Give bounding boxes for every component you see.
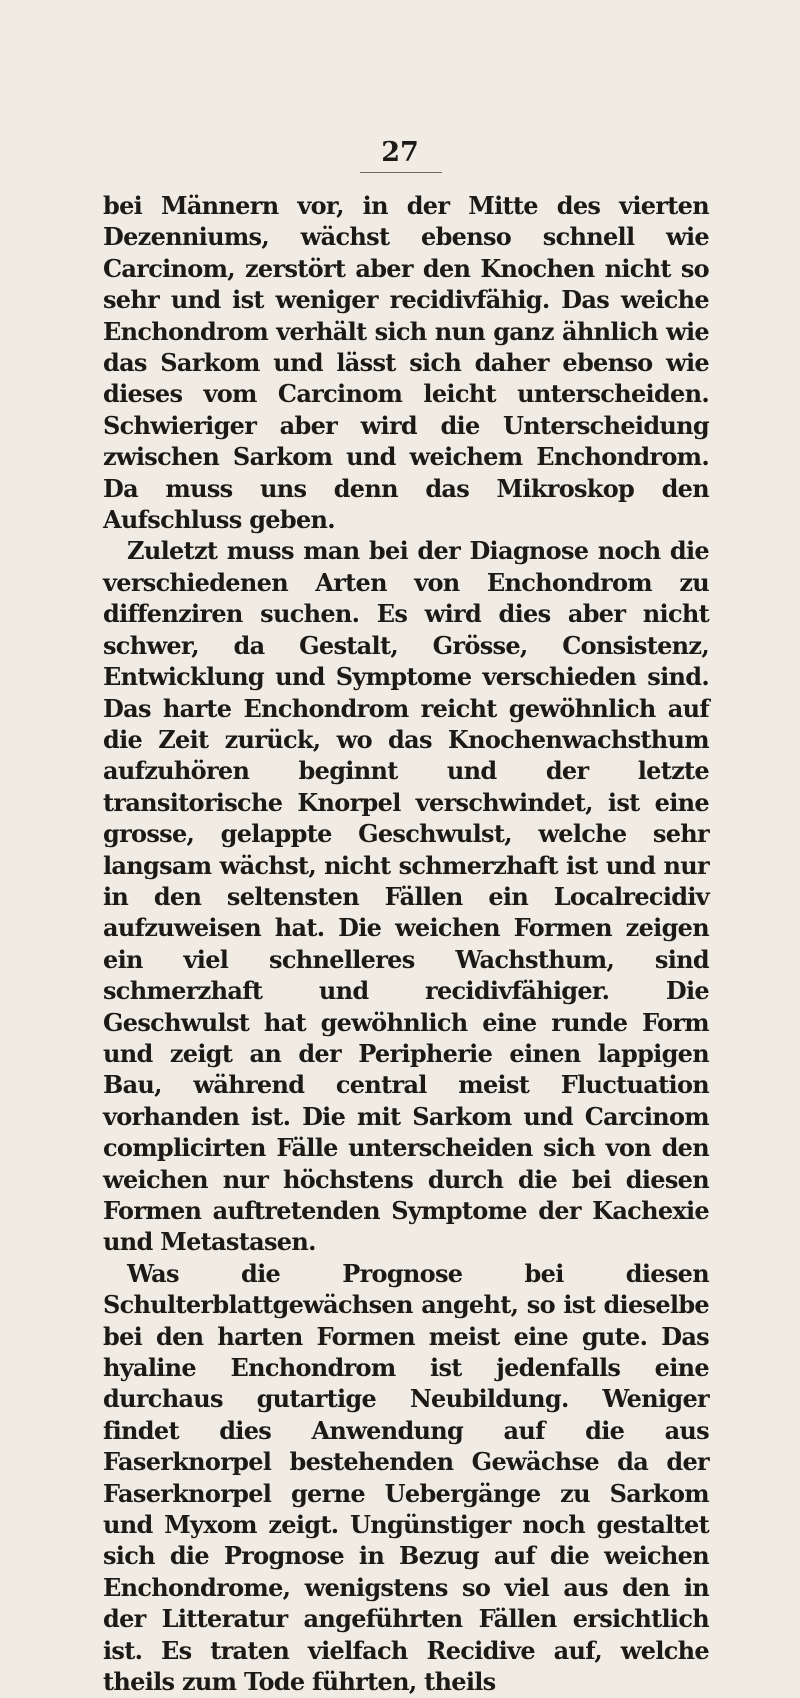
- paragraph-3: Was die Prognose bei diesen Schulterblattgewächsen angeht, so ist dieselbe bei den harten Formen meist eine gute. Das hyaline Enchondrom ist jedenfalls eine durchaus gutartige Neubildung. Weniger findet dies Anwendung auf die aus Faserknorpel bestehenden Gewächse da der Faserknorpel gerne Uebergänge zu Sarkom und Myxom zeigt. Ungünstiger noch gestaltet sich die Prognose in Bezug auf die weichen Enchondrome, wenigstens so viel aus den in der Litteratur angeführten Fällen ersichtlich ist. Es traten vielfach Recidive auf, welche theils zum Tode führten, theils: [103, 1258, 709, 1697]
- paragraph-1: bei Männern vor, in der Mitte des vierten Dezenniums, wächst ebenso schnell wie Carcinom, zerstört aber den Knochen nicht so sehr und ist weniger recidivfähig. Das weiche Enchondrom verhält sich nun ganz ähnlich wie das Sarkom und lässt sich daher ebenso wie dieses vom Carcinom leicht unterscheiden. Schwieriger aber wird die Unterscheidung zwischen Sarkom und weichem Enchondrom. Da muss uns denn das Mikroskop den Aufschluss geben.: [103, 191, 709, 535]
- body-text: [103, 190, 709, 1698]
- page-number: 27: [381, 137, 419, 168]
- paragraph-2: Zuletzt muss man bei der Diagnose noch die verschiedenen Arten von Enchondrom zu diffenziren suchen. Es wird dies aber nicht schwer, da Gestalt, Grösse, Consistenz, Entwicklung und Symptome verschieden sind. Das harte Enchondrom reicht gewöhnlich auf die Zeit zurück, wo das Knochenwachsthum aufzuhören beginnt und der letzte transitorische Knorpel verschwindet, ist eine grosse, gelappte Geschwulst, welche sehr langsam wächst, nicht schmerzhaft ist und nur in den seltensten Fällen ein Localrecidiv aufzuweisen hat. Die weichen Formen zeigen ein viel schnelleres Wachsthum, sind schmerzhaft und recidivfähiger. Die Geschwulst hat gewöhnlich eine runde Form und zeigt an der Peripherie einen lappigen Bau, während central meist Fluctuation vorhanden ist. Die mit Sarkom und Carcinom complicirten Fälle unterscheiden sich von den weichen nur höchstens durch die bei diesen Formen auftretenden Symptome der Kachexie und Metastasen.: [103, 536, 709, 1257]
- page-number-rule: [360, 172, 442, 173]
